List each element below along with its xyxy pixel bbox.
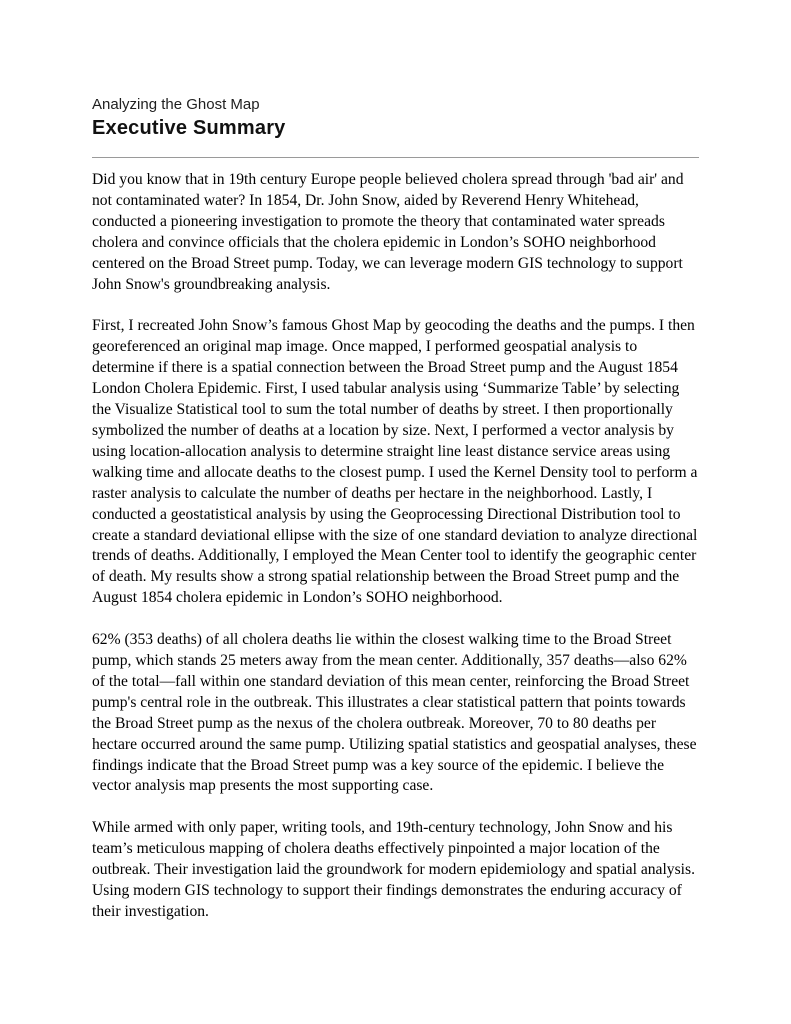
body-text-block [92,170,699,923]
body-paragraph-1: Did you know that in 19th century Europe people believed cholera spread through 'bad air' and not contaminated water? In 1854, Dr. John Snow, aided by Reverend Henry Whitehead, conducted a pioneering investigation to promote the theory that contaminated water spreads cholera and convince officials that the cholera epidemic in London’s SOHO neighborhood centered on the Broad Street pump. Today, we can leverage modern GIS technology to support John Snow's groundbreaking analysis. [92,171,684,293]
title-divider [92,157,699,158]
body-paragraph-2: First, I recreated John Snow’s famous Ghost Map by geocoding the deaths and the pumps. I then georeferenced an original map image. Once mapped, I performed geospatial analysis to determine if there is a spatial connection between the Broad Street pump and the August 1854 London Cholera Epidemic. First, I used tabular analysis using ‘Summarize Table’ by selecting the Visualize Statistical tool to sum the total number of deaths by street. I then proportionally symbolized the number of deaths at a location by size. Next, I performed a vector analysis by using location-allocation analysis to determine straight line least distance service areas using walking time and allocate deaths to the closest pump. I used the Kernel Density tool to perform a raster analysis to calculate the number of deaths per hectare in the neighborhood. Lastly, I conducted a geostatistical analysis by using the Geoprocessing Directional Distribution tool to create a standard deviational ellipse with the size of one standard deviation to analyze directional trends of deaths. Additionally, I employed the Mean Center tool to identify the geographic center of death. My results show a strong spatial relationship between the Broad Street pump and the August 1854 cholera epidemic in London’s SOHO neighborhood. [92,317,698,607]
section-heading: Executive Summary [92,117,286,139]
body-paragraph-4: While armed with only paper, writing tools, and 19th-century technology, John Snow and his team’s meticulous mapping of cholera deaths effectively pinpointed a major location of the outbreak. Their investigation laid the groundwork for modern epidemiology and spatial analysis. Using modern GIS technology to support their findings demonstrates the enduring accuracy of their investigation. [92,819,695,920]
document-title: Analyzing the Ghost Map [92,96,260,113]
body-paragraph-3: 62% (353 deaths) of all cholera deaths lie within the closest walking time to the Broad Street pump, which stands 25 meters away from the mean center. Additionally, 357 deaths—also 62% of the total—fall within one standard deviation of this mean center, reinforcing the Broad Street pump's central role in the outbreak. This illustrates a clear statistical pattern that points towards the Broad Street pump as the nexus of the cholera outbreak. Moreover, 70 to 80 deaths per hectare occurred around the same pump. Utilizing spatial statistics and geospatial analyses, these findings indicate that the Broad Street pump was a key source of the epidemic. I believe the vector analysis map presents the most supporting case. [92,631,697,795]
document-content [92,0,699,923]
